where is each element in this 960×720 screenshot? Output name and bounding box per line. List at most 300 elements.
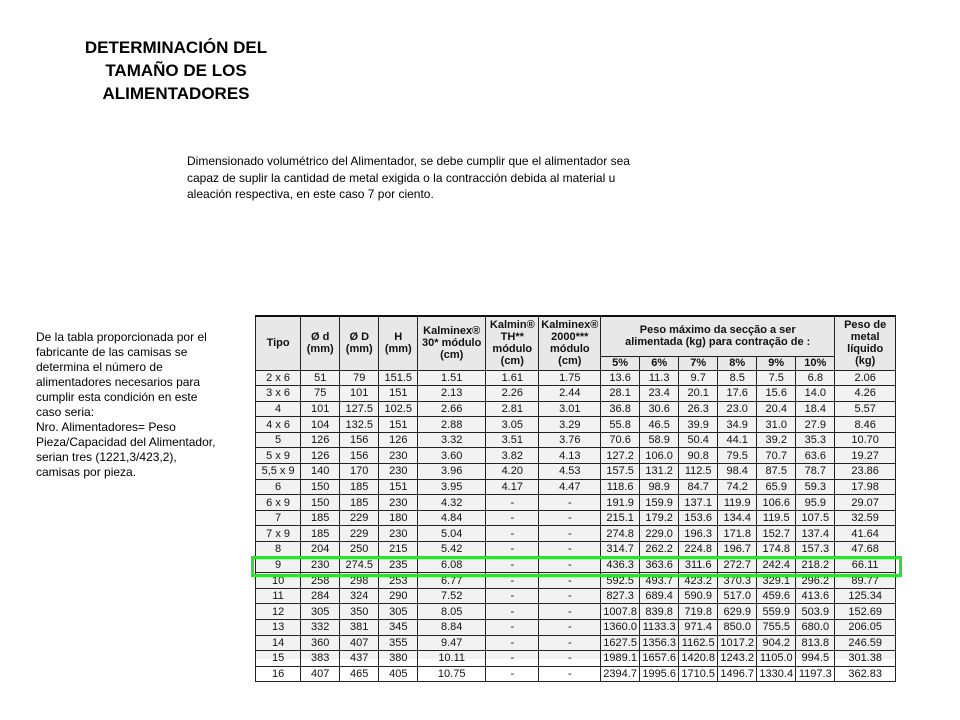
table-cell: 157.5 (601, 464, 640, 480)
table-cell: - (539, 666, 601, 682)
table-cell: 230 (379, 526, 418, 542)
table-cell: 137.4 (796, 526, 835, 542)
table-cell: 14 (256, 635, 301, 651)
table-cell: 15.6 (757, 386, 796, 402)
table-cell: 27.9 (796, 417, 835, 433)
table-cell: 126 (301, 448, 340, 464)
table-cell: 8.5 (718, 370, 757, 386)
header-pct-8: 8% (718, 356, 757, 370)
table-cell: - (486, 604, 539, 620)
table-cell: 290 (379, 588, 418, 604)
table-cell: 3.76 (539, 432, 601, 448)
table-cell: 230 (379, 464, 418, 480)
table-cell: 170 (340, 464, 379, 480)
table-cell: 230 (379, 495, 418, 511)
table-cell: 218.2 (796, 557, 835, 573)
header-label: (mm) (384, 343, 412, 356)
table-cell: 1989.1 (601, 651, 640, 667)
table-cell: 35.3 (796, 432, 835, 448)
table-cell: 370.3 (718, 573, 757, 589)
table-row (256, 620, 896, 636)
table-cell: - (486, 573, 539, 589)
table-cell: 107.5 (796, 510, 835, 526)
table-cell: 79.5 (718, 448, 757, 464)
table-cell: 4.32 (418, 495, 486, 511)
table-cell: 101 (301, 401, 340, 417)
table-cell: - (539, 495, 601, 511)
table-cell: 10.70 (835, 432, 896, 448)
table-cell: 20.4 (757, 401, 796, 417)
table-cell: 39.9 (679, 417, 718, 433)
table-cell: 17.6 (718, 386, 757, 402)
header-peso-maximo (601, 316, 835, 356)
table-cell: - (539, 526, 601, 542)
table-cell: 592.5 (601, 573, 640, 589)
table-cell: 150 (301, 495, 340, 511)
table-cell: 90.8 (679, 448, 718, 464)
header-label: módulo (492, 343, 533, 356)
table-cell: 23.86 (835, 464, 896, 480)
table-cell: 3.01 (539, 401, 601, 417)
table-cell: 246.59 (835, 635, 896, 651)
header-label: (cm) (558, 355, 582, 368)
table-cell: - (539, 604, 601, 620)
calculation-note (36, 330, 248, 480)
header-label: Peso máximo da secção a ser (639, 324, 796, 337)
table-cell: - (539, 635, 601, 651)
table-cell: 1243.2 (718, 651, 757, 667)
header-label: 30* módulo (422, 337, 482, 350)
table-cell: 465 (340, 666, 379, 682)
table-cell: 413.6 (796, 588, 835, 604)
table-cell: 13.6 (601, 370, 640, 386)
page-title (60, 36, 292, 105)
table-cell: 517.0 (718, 588, 757, 604)
table-cell: 1105.0 (757, 651, 796, 667)
table-cell: 10 (256, 573, 301, 589)
table-row (256, 510, 896, 526)
table-cell: 185 (301, 526, 340, 542)
table-cell: 904.2 (757, 635, 796, 651)
header-label: Peso de (844, 319, 887, 332)
table-cell: 191.9 (601, 495, 640, 511)
table-cell: 47.68 (835, 542, 896, 558)
table-cell: 5 (256, 432, 301, 448)
table-cell: - (539, 620, 601, 636)
table-cell: 9.47 (418, 635, 486, 651)
table-cell: 70.7 (757, 448, 796, 464)
table-cell: - (486, 666, 539, 682)
table-cell: 360 (301, 635, 340, 651)
table-cell: 55.8 (601, 417, 640, 433)
table-cell: 23.4 (640, 386, 679, 402)
note-line: Nro. Alimentadores= Peso (36, 420, 176, 434)
table-cell: - (539, 542, 601, 558)
header-od (301, 316, 340, 370)
table-cell: 229.0 (640, 526, 679, 542)
table-cell: 9.7 (679, 370, 718, 386)
table-cell: 1496.7 (718, 666, 757, 682)
table-row (256, 495, 896, 511)
table-cell: - (539, 588, 601, 604)
table-cell: 971.4 (679, 620, 718, 636)
table-cell: 407 (301, 666, 340, 682)
table-cell: 87.5 (757, 464, 796, 480)
table-cell: 5.42 (418, 542, 486, 558)
table-cell: 2.81 (486, 401, 539, 417)
table-cell: 5,5 x 9 (256, 464, 301, 480)
header-label: alimentada (kg) para contração de : (625, 336, 811, 349)
table-cell: 381 (340, 620, 379, 636)
feeder-sleeve-table (255, 315, 896, 681)
table-cell: 274.8 (601, 526, 640, 542)
table-cell: 151.5 (379, 370, 418, 386)
table-cell: 6.08 (418, 557, 486, 573)
note-line: alimentadores necesarios para (36, 375, 201, 389)
header-label: (cm) (500, 355, 524, 368)
table-cell: 332 (301, 620, 340, 636)
table-cell: 2 x 6 (256, 370, 301, 386)
table-cell: 1360.0 (601, 620, 640, 636)
table-cell: 152.7 (757, 526, 796, 542)
header-label: 2000*** (551, 331, 589, 344)
table-cell: - (486, 495, 539, 511)
table-cell: 436.3 (601, 557, 640, 573)
table-row (256, 588, 896, 604)
table-cell: 235 (379, 557, 418, 573)
table-cell: 813.8 (796, 635, 835, 651)
note-line: caso seria: (36, 405, 95, 419)
intro-paragraph (187, 153, 697, 203)
table-cell: 4.84 (418, 510, 486, 526)
table-cell: 28.1 (601, 386, 640, 402)
table-cell: 118.6 (601, 479, 640, 495)
table-cell: 1330.4 (757, 666, 796, 682)
header-label: H (394, 331, 403, 344)
table-cell: 185 (301, 510, 340, 526)
table-cell: 51 (301, 370, 340, 386)
table-cell: 311.6 (679, 557, 718, 573)
table-cell: 329.1 (757, 573, 796, 589)
table-cell: 8.05 (418, 604, 486, 620)
table-cell: 66.11 (835, 557, 896, 573)
table-cell: 224.8 (679, 542, 718, 558)
header-pct-5: 5% (601, 356, 640, 370)
table-cell: 4.17 (486, 479, 539, 495)
table-cell: 324 (340, 588, 379, 604)
table-cell: 7.5 (757, 370, 796, 386)
table-cell: 106.0 (640, 448, 679, 464)
table-cell: 215 (379, 542, 418, 558)
table-cell: 301.38 (835, 651, 896, 667)
header-label: (kg) (855, 355, 876, 368)
table-cell: 1.51 (418, 370, 486, 386)
table-cell: 59.3 (796, 479, 835, 495)
table-row (256, 557, 896, 573)
table-cell: 74.2 (718, 479, 757, 495)
table-cell: 850.0 (718, 620, 757, 636)
table-cell: 98.9 (640, 479, 679, 495)
table-cell: 10.75 (418, 666, 486, 682)
table-row (256, 479, 896, 495)
table-cell: 1017.2 (718, 635, 757, 651)
table-cell: - (539, 651, 601, 667)
table-row (256, 448, 896, 464)
table-cell: - (486, 542, 539, 558)
table-cell: 827.3 (601, 588, 640, 604)
table-cell: 3.32 (418, 432, 486, 448)
table-cell: 559.9 (757, 604, 796, 620)
header-tipo-label: Tipo (266, 337, 290, 350)
intro-line: capaz de suplir la cantidad de metal exigida o la contracción debida al material u (187, 170, 616, 185)
table-cell: 229 (340, 510, 379, 526)
header-oD (340, 316, 379, 370)
table-cell: 19.27 (835, 448, 896, 464)
header-peso-liquido (835, 316, 896, 370)
table-cell: 126 (301, 432, 340, 448)
table-cell: 3.29 (539, 417, 601, 433)
table-cell: 2.88 (418, 417, 486, 433)
table-cell: 119.9 (718, 495, 757, 511)
table-cell: 20.1 (679, 386, 718, 402)
note-line: fabricante de las camisas se (36, 345, 188, 359)
table-cell: 405 (379, 666, 418, 682)
intro-line: Dimensionado volumétrico del Alimentador, se debe cumplir que el alimentador sea (187, 154, 630, 168)
table-cell: 29.07 (835, 495, 896, 511)
note-line: Pieza/Capacidad del Alimentador, (36, 435, 216, 449)
table-cell: 2.66 (418, 401, 486, 417)
table-cell: 50.4 (679, 432, 718, 448)
table-cell: 134.4 (718, 510, 757, 526)
table-cell: 4.26 (835, 386, 896, 402)
table-cell: 305 (379, 604, 418, 620)
table-cell: 1162.5 (679, 635, 718, 651)
table-cell: 75 (301, 386, 340, 402)
header-kalminex-30 (418, 316, 486, 370)
table-cell: 2.06 (835, 370, 896, 386)
table-cell: - (486, 526, 539, 542)
table-cell: 380 (379, 651, 418, 667)
table-cell: 95.9 (796, 495, 835, 511)
table-cell: 41.64 (835, 526, 896, 542)
table-cell: 119.5 (757, 510, 796, 526)
table-cell: 5 x 9 (256, 448, 301, 464)
table-cell: 7 x 9 (256, 526, 301, 542)
table-cell: 26.3 (679, 401, 718, 417)
table-cell: 362.83 (835, 666, 896, 682)
header-label: TH** (500, 331, 524, 344)
title-line: TAMAÑO DE LOS (105, 61, 247, 80)
table-cell: 7.52 (418, 588, 486, 604)
table-cell: 1710.5 (679, 666, 718, 682)
data-table (255, 315, 896, 682)
table-cell: 363.6 (640, 557, 679, 573)
table-cell: 171.8 (718, 526, 757, 542)
table-cell: 6 (256, 479, 301, 495)
table-cell: 274.5 (340, 557, 379, 573)
table-cell: 157.3 (796, 542, 835, 558)
table-cell: 79 (340, 370, 379, 386)
table-cell: 284 (301, 588, 340, 604)
table-row (256, 573, 896, 589)
header-pct-6: 6% (640, 356, 679, 370)
table-cell: 258 (301, 573, 340, 589)
table-cell: 185 (340, 495, 379, 511)
table-cell: 125.34 (835, 588, 896, 604)
table-cell: 30.6 (640, 401, 679, 417)
table-row (256, 417, 896, 433)
table-cell: - (486, 651, 539, 667)
header-label: metal (850, 331, 880, 344)
table-cell: 12 (256, 604, 301, 620)
table-cell: 98.4 (718, 464, 757, 480)
table-cell: 185 (340, 479, 379, 495)
table-cell: 11 (256, 588, 301, 604)
table-cell: 8.46 (835, 417, 896, 433)
table-cell: 4 (256, 401, 301, 417)
table-cell: 407 (340, 635, 379, 651)
table-cell: 23.0 (718, 401, 757, 417)
table-cell: 104 (301, 417, 340, 433)
table-cell: 46.5 (640, 417, 679, 433)
table-cell: 305 (301, 604, 340, 620)
table-cell: 4.53 (539, 464, 601, 480)
table-cell: 84.7 (679, 479, 718, 495)
table-cell: 1657.6 (640, 651, 679, 667)
header-pct-9: 9% (757, 356, 796, 370)
table-cell: 3 x 6 (256, 386, 301, 402)
table-cell: 152.69 (835, 604, 896, 620)
table-cell: 345 (379, 620, 418, 636)
header-label: módulo (549, 343, 590, 356)
table-row (256, 386, 896, 402)
note-line: serian tres (1221,3/423,2), (36, 450, 177, 464)
header-label: (mm) (306, 343, 334, 356)
note-line: determina el número de (36, 360, 163, 374)
table-cell: - (539, 557, 601, 573)
table-cell: 15 (256, 651, 301, 667)
header-h (379, 316, 418, 370)
table-cell: - (486, 588, 539, 604)
intro-line: aleación respectiva, en este caso 7 por ciento. (187, 187, 434, 202)
title-line: ALIMENTADORES (102, 84, 250, 103)
table-cell: 137.1 (679, 495, 718, 511)
header-label: Ø d (311, 331, 330, 344)
table-cell: 2.44 (539, 386, 601, 402)
table-cell: 242.4 (757, 557, 796, 573)
table-cell: 755.5 (757, 620, 796, 636)
table-cell: 13 (256, 620, 301, 636)
table-cell: 2394.7 (601, 666, 640, 682)
table-cell: 58.9 (640, 432, 679, 448)
table-cell: 229 (340, 526, 379, 542)
table-cell: 262.2 (640, 542, 679, 558)
table-cell: 1197.3 (796, 666, 835, 682)
table-cell: 8 (256, 542, 301, 558)
table-cell: 196.3 (679, 526, 718, 542)
table-cell: 106.6 (757, 495, 796, 511)
table-cell: 272.7 (718, 557, 757, 573)
table-cell: 63.6 (796, 448, 835, 464)
table-cell: 151 (379, 417, 418, 433)
table-cell: 355 (379, 635, 418, 651)
table-cell: 253 (379, 573, 418, 589)
table-cell: 719.8 (679, 604, 718, 620)
table-row (256, 432, 896, 448)
table-cell: 6.77 (418, 573, 486, 589)
table-cell: 101 (340, 386, 379, 402)
table-cell: 2.13 (418, 386, 486, 402)
table-cell: 132.5 (340, 417, 379, 433)
table-cell: 590.9 (679, 588, 718, 604)
table-cell: 18.4 (796, 401, 835, 417)
table-cell: 102.5 (379, 401, 418, 417)
table-row (256, 635, 896, 651)
table-cell: 8.84 (418, 620, 486, 636)
table-cell: 179.2 (640, 510, 679, 526)
table-cell: 1133.3 (640, 620, 679, 636)
table-cell: 994.5 (796, 651, 835, 667)
table-cell: 4.47 (539, 479, 601, 495)
table-cell: 3.60 (418, 448, 486, 464)
table-cell: 156 (340, 432, 379, 448)
table-row (256, 526, 896, 542)
table-cell: 6.8 (796, 370, 835, 386)
table-cell: 350 (340, 604, 379, 620)
table-cell: 174.8 (757, 542, 796, 558)
table-row (256, 651, 896, 667)
table-cell: - (539, 573, 601, 589)
table-cell: 3.51 (486, 432, 539, 448)
table-cell: 44.1 (718, 432, 757, 448)
table-cell: 3.96 (418, 464, 486, 480)
table-cell: 204 (301, 542, 340, 558)
header-label: Kalminex® (541, 319, 599, 332)
table-cell: 34.9 (718, 417, 757, 433)
table-cell: 215.1 (601, 510, 640, 526)
table-cell: 36.8 (601, 401, 640, 417)
table-cell: 3.05 (486, 417, 539, 433)
table-cell: 156 (340, 448, 379, 464)
table-cell: 151 (379, 479, 418, 495)
note-line: cumplir esta condición en este (36, 390, 198, 404)
table-cell: 5.57 (835, 401, 896, 417)
table-cell: 16 (256, 666, 301, 682)
table-cell: 31.0 (757, 417, 796, 433)
header-label: Kalmin® (489, 319, 535, 332)
table-cell: - (486, 635, 539, 651)
table-cell: 2.26 (486, 386, 539, 402)
table-cell: 629.9 (718, 604, 757, 620)
table-row (256, 666, 896, 682)
table-cell: 153.6 (679, 510, 718, 526)
title-line: DETERMINACIÓN DEL (84, 38, 268, 57)
header-pct-10: 10% (796, 356, 835, 370)
table-cell: - (486, 620, 539, 636)
table-cell: 140 (301, 464, 340, 480)
table-cell: 383 (301, 651, 340, 667)
table-cell: 159.9 (640, 495, 679, 511)
table-cell: 1007.8 (601, 604, 640, 620)
table-cell: 296.2 (796, 573, 835, 589)
table-cell: 112.5 (679, 464, 718, 480)
table-cell: - (486, 557, 539, 573)
table-cell: 65.9 (757, 479, 796, 495)
table-row (256, 542, 896, 558)
table-cell: 437 (340, 651, 379, 667)
table-row (256, 604, 896, 620)
table-cell: 39.2 (757, 432, 796, 448)
